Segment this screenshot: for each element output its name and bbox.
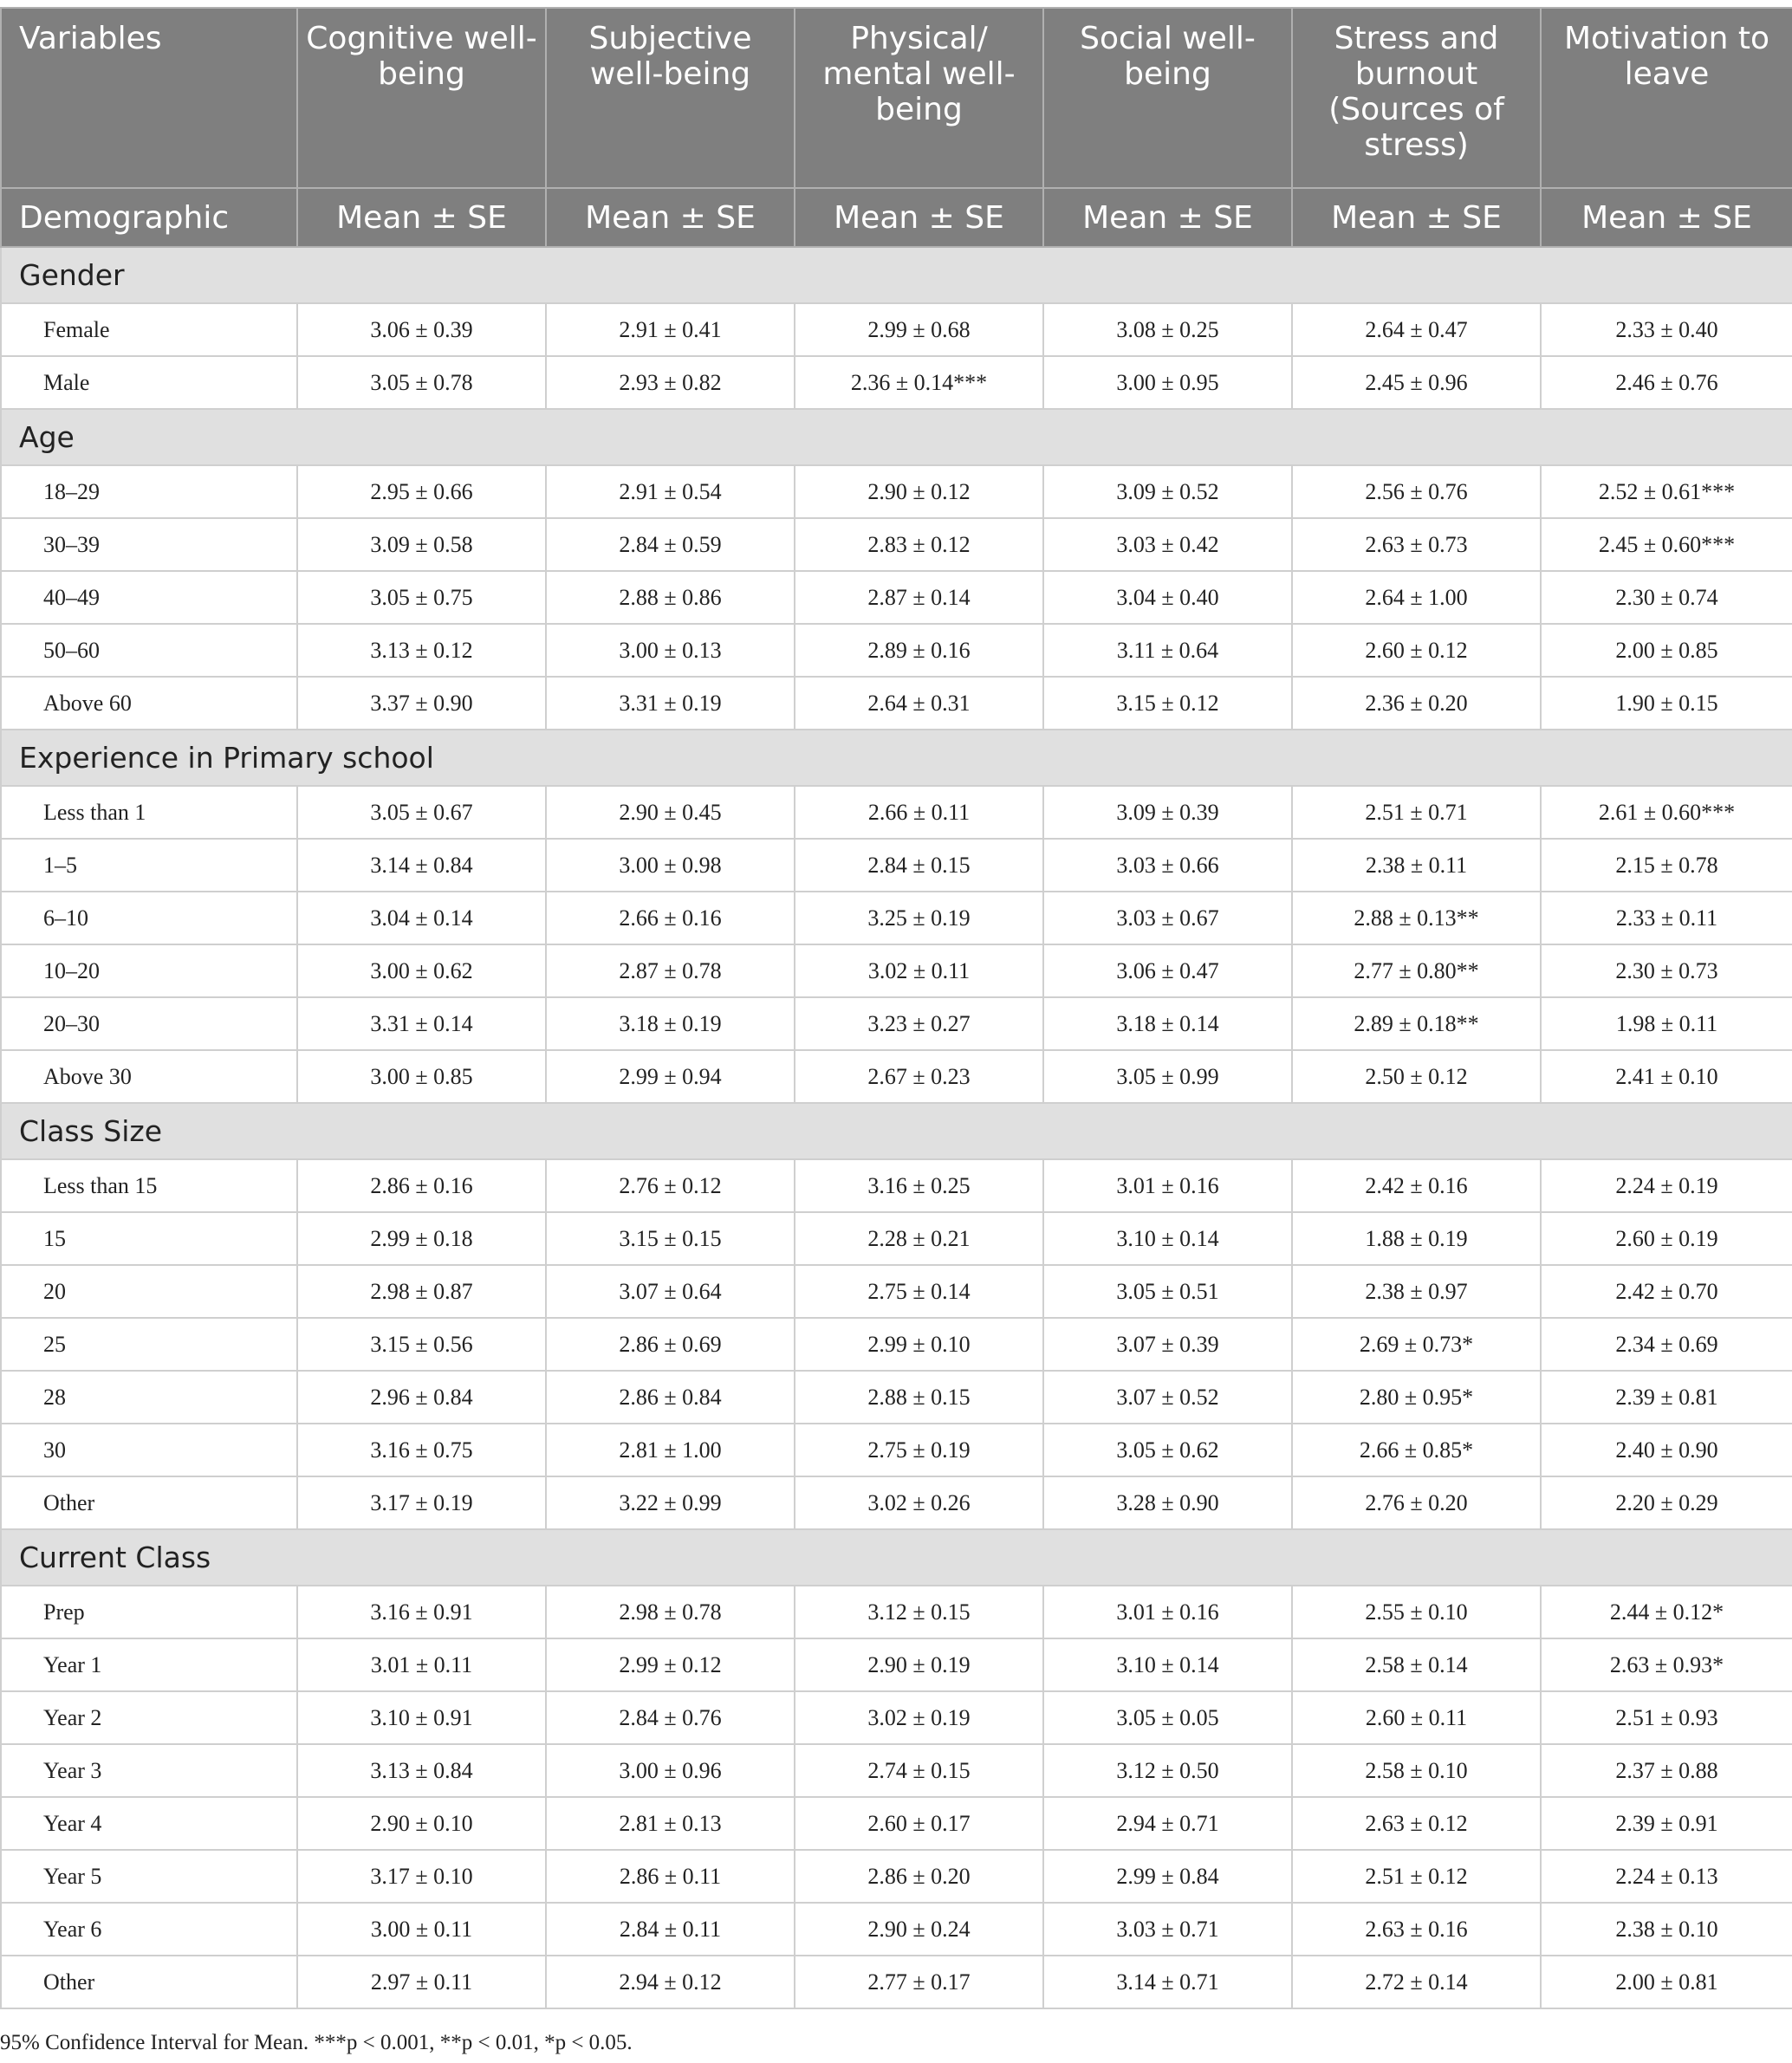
table-cell: 3.25 ± 0.19 [795, 892, 1043, 944]
table-cell: 2.90 ± 0.45 [546, 786, 795, 839]
table-cell: 3.05 ± 0.05 [1043, 1691, 1292, 1744]
row-label: 18–29 [1, 465, 297, 518]
row-label: 50–60 [1, 624, 297, 677]
table-cell: 2.51 ± 0.93 [1541, 1691, 1792, 1744]
table-cell: 3.10 ± 0.91 [297, 1691, 546, 1744]
table-cell: 2.76 ± 0.20 [1292, 1476, 1541, 1529]
table-cell: 2.64 ± 0.47 [1292, 303, 1541, 356]
table-row [1, 1638, 1792, 1691]
table-cell: 3.12 ± 0.15 [795, 1586, 1043, 1638]
table-cell: 3.08 ± 0.25 [1043, 303, 1292, 356]
table-cell: 2.24 ± 0.13 [1541, 1850, 1792, 1903]
table-cell: 2.39 ± 0.91 [1541, 1797, 1792, 1850]
table-cell: 3.11 ± 0.64 [1043, 624, 1292, 677]
table-cell: 3.06 ± 0.47 [1043, 944, 1292, 997]
table-cell: 3.13 ± 0.84 [297, 1744, 546, 1797]
table-row [1, 1956, 1792, 2008]
table-cell: 3.10 ± 0.14 [1043, 1638, 1292, 1691]
group-row [1, 730, 1792, 786]
table-cell: 2.91 ± 0.41 [546, 303, 795, 356]
stat-header: Mean ± SE [1043, 188, 1292, 247]
table-cell: 2.45 ± 0.96 [1292, 356, 1541, 409]
table-row [1, 465, 1792, 518]
table-cell: 2.63 ± 0.16 [1292, 1903, 1541, 1956]
table-cell: 2.15 ± 0.78 [1541, 839, 1792, 892]
table-cell: 3.09 ± 0.58 [297, 518, 546, 571]
table-cell: 2.24 ± 0.19 [1541, 1159, 1792, 1212]
table-cell: 2.60 ± 0.17 [795, 1797, 1043, 1850]
table-cell: 3.05 ± 0.51 [1043, 1265, 1292, 1318]
group-row [1, 1103, 1792, 1159]
table-cell: 2.56 ± 0.76 [1292, 465, 1541, 518]
table-cell: 3.16 ± 0.25 [795, 1159, 1043, 1212]
table-cell: 2.97 ± 0.11 [297, 1956, 546, 2008]
table-row [1, 997, 1792, 1050]
table-row [1, 1586, 1792, 1638]
table-cell: 2.90 ± 0.12 [795, 465, 1043, 518]
table-row [1, 303, 1792, 356]
group-row [1, 247, 1792, 303]
row-label: 30 [1, 1424, 297, 1476]
table-cell: 3.14 ± 0.71 [1043, 1956, 1292, 2008]
table-cell: 2.38 ± 0.10 [1541, 1903, 1792, 1956]
row-label: Year 6 [1, 1903, 297, 1956]
row-label: 40–49 [1, 571, 297, 624]
table-cell: 2.63 ± 0.93* [1541, 1638, 1792, 1691]
table-cell: 2.72 ± 0.14 [1292, 1956, 1541, 2008]
row-label: 6–10 [1, 892, 297, 944]
table-cell: 3.04 ± 0.40 [1043, 571, 1292, 624]
table-cell: 2.36 ± 0.14*** [795, 356, 1043, 409]
table-cell: 2.55 ± 0.10 [1292, 1586, 1541, 1638]
table-cell: 2.42 ± 0.70 [1541, 1265, 1792, 1318]
demographic-header: Demographic [1, 188, 297, 247]
table-cell: 2.77 ± 0.17 [795, 1956, 1043, 2008]
variables-header: Variables [1, 8, 297, 188]
table-cell: 2.45 ± 0.60*** [1541, 518, 1792, 571]
table-cell: 2.74 ± 0.15 [795, 1744, 1043, 1797]
table-cell: 2.84 ± 0.15 [795, 839, 1043, 892]
table-row [1, 1744, 1792, 1797]
group-row [1, 409, 1792, 465]
table-cell: 3.16 ± 0.91 [297, 1586, 546, 1638]
table-cell: 2.60 ± 0.12 [1292, 624, 1541, 677]
table-cell: 2.38 ± 0.97 [1292, 1265, 1541, 1318]
table-cell: 3.07 ± 0.39 [1043, 1318, 1292, 1371]
table-cell: 3.05 ± 0.62 [1043, 1424, 1292, 1476]
stat-header: Mean ± SE [1541, 188, 1792, 247]
table-cell: 2.00 ± 0.85 [1541, 624, 1792, 677]
table-cell: 3.07 ± 0.64 [546, 1265, 795, 1318]
table-cell: 2.98 ± 0.78 [546, 1586, 795, 1638]
table-cell: 3.02 ± 0.26 [795, 1476, 1043, 1529]
header-row-variables [1, 8, 1792, 188]
row-label: Year 5 [1, 1850, 297, 1903]
table-cell: 2.98 ± 0.87 [297, 1265, 546, 1318]
table-cell: 2.89 ± 0.18** [1292, 997, 1541, 1050]
table-row [1, 1797, 1792, 1850]
table-cell: 2.60 ± 0.19 [1541, 1212, 1792, 1265]
table-cell: 1.90 ± 0.15 [1541, 677, 1792, 730]
table-cell: 3.37 ± 0.90 [297, 677, 546, 730]
table-cell: 3.15 ± 0.15 [546, 1212, 795, 1265]
table-row [1, 1424, 1792, 1476]
table-row [1, 624, 1792, 677]
table-cell: 3.01 ± 0.16 [1043, 1586, 1292, 1638]
row-label: 28 [1, 1371, 297, 1424]
table-cell: 3.00 ± 0.85 [297, 1050, 546, 1103]
row-label: Year 4 [1, 1797, 297, 1850]
table-cell: 2.64 ± 0.31 [795, 677, 1043, 730]
table-cell: 2.38 ± 0.11 [1292, 839, 1541, 892]
table-row [1, 1212, 1792, 1265]
table-row [1, 1691, 1792, 1744]
table-cell: 2.93 ± 0.82 [546, 356, 795, 409]
table-row [1, 1265, 1792, 1318]
table-cell: 3.15 ± 0.12 [1043, 677, 1292, 730]
row-label: 20 [1, 1265, 297, 1318]
table-row [1, 1371, 1792, 1424]
stat-header: Mean ± SE [1292, 188, 1541, 247]
table-row [1, 571, 1792, 624]
header-row-demographic [1, 188, 1792, 247]
row-label: Other [1, 1476, 297, 1529]
table-cell: 3.09 ± 0.39 [1043, 786, 1292, 839]
table-cell: 3.03 ± 0.67 [1043, 892, 1292, 944]
table-cell: 2.91 ± 0.54 [546, 465, 795, 518]
table-cell: 2.67 ± 0.23 [795, 1050, 1043, 1103]
table-cell: 2.41 ± 0.10 [1541, 1050, 1792, 1103]
table-cell: 3.00 ± 0.95 [1043, 356, 1292, 409]
table-cell: 2.66 ± 0.11 [795, 786, 1043, 839]
table-cell: 2.90 ± 0.19 [795, 1638, 1043, 1691]
row-label: Prep [1, 1586, 297, 1638]
table-cell: 2.84 ± 0.59 [546, 518, 795, 571]
table-cell: 3.10 ± 0.14 [1043, 1212, 1292, 1265]
table-cell: 2.37 ± 0.88 [1541, 1744, 1792, 1797]
group-label: Current Class [1, 1529, 1792, 1586]
table-cell: 2.66 ± 0.85* [1292, 1424, 1541, 1476]
table-cell: 3.04 ± 0.14 [297, 892, 546, 944]
table-cell: 2.88 ± 0.13** [1292, 892, 1541, 944]
row-label: Year 1 [1, 1638, 297, 1691]
row-label: 15 [1, 1212, 297, 1265]
table-cell: 2.42 ± 0.16 [1292, 1159, 1541, 1212]
table-cell: 2.46 ± 0.76 [1541, 356, 1792, 409]
row-label: 10–20 [1, 944, 297, 997]
table-cell: 2.94 ± 0.12 [546, 1956, 795, 2008]
table-cell: 3.05 ± 0.99 [1043, 1050, 1292, 1103]
table-cell: 3.16 ± 0.75 [297, 1424, 546, 1476]
table-cell: 3.12 ± 0.50 [1043, 1744, 1292, 1797]
stat-header: Mean ± SE [795, 188, 1043, 247]
table-cell: 3.00 ± 0.96 [546, 1744, 795, 1797]
table-row [1, 1159, 1792, 1212]
table-cell: 2.75 ± 0.19 [795, 1424, 1043, 1476]
table-cell: 2.44 ± 0.12* [1541, 1586, 1792, 1638]
table-cell: 3.18 ± 0.19 [546, 997, 795, 1050]
row-label: Male [1, 356, 297, 409]
table-cell: 2.95 ± 0.66 [297, 465, 546, 518]
row-label: 25 [1, 1318, 297, 1371]
table-cell: 2.77 ± 0.80** [1292, 944, 1541, 997]
table-cell: 3.23 ± 0.27 [795, 997, 1043, 1050]
table-cell: 3.03 ± 0.71 [1043, 1903, 1292, 1956]
group-label: Experience in Primary school [1, 730, 1792, 786]
table-cell: 3.05 ± 0.75 [297, 571, 546, 624]
table-cell: 2.86 ± 0.16 [297, 1159, 546, 1212]
table-cell: 3.17 ± 0.10 [297, 1850, 546, 1903]
table-cell: 2.30 ± 0.73 [1541, 944, 1792, 997]
column-header: Motivation to leave [1541, 8, 1792, 188]
table-cell: 3.31 ± 0.14 [297, 997, 546, 1050]
table-row [1, 356, 1792, 409]
table-cell: 3.13 ± 0.12 [297, 624, 546, 677]
table-cell: 1.88 ± 0.19 [1292, 1212, 1541, 1265]
table-cell: 2.99 ± 0.84 [1043, 1850, 1292, 1903]
column-header: Subjective well-being [546, 8, 795, 188]
table-footnote: 95% Confidence Interval for Mean. ***p < 0.001, **p < 0.01, *p < 0.05. [0, 2031, 633, 2054]
row-label: Above 60 [1, 677, 297, 730]
row-label: Less than 15 [1, 1159, 297, 1212]
table-cell: 2.84 ± 0.11 [546, 1903, 795, 1956]
table-cell: 2.90 ± 0.10 [297, 1797, 546, 1850]
table-cell: 2.86 ± 0.84 [546, 1371, 795, 1424]
table-cell: 2.75 ± 0.14 [795, 1265, 1043, 1318]
table-cell: 2.51 ± 0.71 [1292, 786, 1541, 839]
table-cell: 3.05 ± 0.78 [297, 356, 546, 409]
row-label: 1–5 [1, 839, 297, 892]
table-cell: 2.61 ± 0.60*** [1541, 786, 1792, 839]
table-cell: 3.14 ± 0.84 [297, 839, 546, 892]
table-cell: 3.00 ± 0.98 [546, 839, 795, 892]
column-header: Stress and burnout (Sources of stress) [1292, 8, 1541, 188]
table-cell: 2.33 ± 0.11 [1541, 892, 1792, 944]
column-header: Physical/ mental well-being [795, 8, 1043, 188]
column-header: Social well-being [1043, 8, 1292, 188]
stat-header: Mean ± SE [297, 188, 546, 247]
table-cell: 3.28 ± 0.90 [1043, 1476, 1292, 1529]
table-cell: 2.63 ± 0.73 [1292, 518, 1541, 571]
table-cell: 3.18 ± 0.14 [1043, 997, 1292, 1050]
group-row [1, 1529, 1792, 1586]
table-cell: 2.64 ± 1.00 [1292, 571, 1541, 624]
table-cell: 3.07 ± 0.52 [1043, 1371, 1292, 1424]
table-cell: 3.02 ± 0.19 [795, 1691, 1043, 1744]
stat-header: Mean ± SE [546, 188, 795, 247]
group-label: Age [1, 409, 1792, 465]
table-cell: 2.87 ± 0.14 [795, 571, 1043, 624]
column-header: Cognitive well-being [297, 8, 546, 188]
row-label: Other [1, 1956, 297, 2008]
table-row [1, 1476, 1792, 1529]
table-cell: 3.22 ± 0.99 [546, 1476, 795, 1529]
group-label: Gender [1, 247, 1792, 303]
table-cell: 2.66 ± 0.16 [546, 892, 795, 944]
table-body [1, 247, 1792, 2008]
row-label: Year 3 [1, 1744, 297, 1797]
row-label: Female [1, 303, 297, 356]
table-cell: 2.99 ± 0.10 [795, 1318, 1043, 1371]
table-cell: 2.30 ± 0.74 [1541, 571, 1792, 624]
row-label: 20–30 [1, 997, 297, 1050]
table-cell: 2.88 ± 0.15 [795, 1371, 1043, 1424]
table-cell: 3.01 ± 0.16 [1043, 1159, 1292, 1212]
table-cell: 2.40 ± 0.90 [1541, 1424, 1792, 1476]
table-cell: 2.94 ± 0.71 [1043, 1797, 1292, 1850]
table-row [1, 677, 1792, 730]
table-cell: 3.15 ± 0.56 [297, 1318, 546, 1371]
row-label: Year 2 [1, 1691, 297, 1744]
table-row [1, 786, 1792, 839]
table-row [1, 518, 1792, 571]
table-cell: 3.02 ± 0.11 [795, 944, 1043, 997]
table-cell: 3.00 ± 0.62 [297, 944, 546, 997]
table-row [1, 1903, 1792, 1956]
row-label: Above 30 [1, 1050, 297, 1103]
table-cell: 2.86 ± 0.69 [546, 1318, 795, 1371]
table-cell: 3.17 ± 0.19 [297, 1476, 546, 1529]
table-cell: 2.58 ± 0.14 [1292, 1638, 1541, 1691]
table-cell: 2.20 ± 0.29 [1541, 1476, 1792, 1529]
table-cell: 2.99 ± 0.12 [546, 1638, 795, 1691]
table-cell: 3.06 ± 0.39 [297, 303, 546, 356]
table-cell: 2.34 ± 0.69 [1541, 1318, 1792, 1371]
table-cell: 2.99 ± 0.94 [546, 1050, 795, 1103]
table-cell: 2.69 ± 0.73* [1292, 1318, 1541, 1371]
table-cell: 2.33 ± 0.40 [1541, 303, 1792, 356]
table-cell: 2.60 ± 0.11 [1292, 1691, 1541, 1744]
table-cell: 2.90 ± 0.24 [795, 1903, 1043, 1956]
table-cell: 3.00 ± 0.11 [297, 1903, 546, 1956]
table-cell: 2.83 ± 0.12 [795, 518, 1043, 571]
table-row [1, 892, 1792, 944]
table-cell: 2.50 ± 0.12 [1292, 1050, 1541, 1103]
table-row [1, 1318, 1792, 1371]
table-cell: 3.31 ± 0.19 [546, 677, 795, 730]
table-row [1, 839, 1792, 892]
table-row [1, 1050, 1792, 1103]
table-cell: 2.87 ± 0.78 [546, 944, 795, 997]
table-cell: 2.81 ± 0.13 [546, 1797, 795, 1850]
group-label: Class Size [1, 1103, 1792, 1159]
table-cell: 2.81 ± 1.00 [546, 1424, 795, 1476]
table-cell: 3.09 ± 0.52 [1043, 465, 1292, 518]
table-cell: 2.89 ± 0.16 [795, 624, 1043, 677]
table-cell: 2.39 ± 0.81 [1541, 1371, 1792, 1424]
table-cell: 3.01 ± 0.11 [297, 1638, 546, 1691]
table-cell: 2.84 ± 0.76 [546, 1691, 795, 1744]
table-cell: 2.28 ± 0.21 [795, 1212, 1043, 1265]
table-row [1, 944, 1792, 997]
table-row [1, 1850, 1792, 1903]
table-cell: 1.98 ± 0.11 [1541, 997, 1792, 1050]
table-cell: 3.05 ± 0.67 [297, 786, 546, 839]
row-label: Less than 1 [1, 786, 297, 839]
table-cell: 2.88 ± 0.86 [546, 571, 795, 624]
table-cell: 3.03 ± 0.42 [1043, 518, 1292, 571]
table-cell: 2.00 ± 0.81 [1541, 1956, 1792, 2008]
table-cell: 2.63 ± 0.12 [1292, 1797, 1541, 1850]
table-cell: 2.86 ± 0.11 [546, 1850, 795, 1903]
table-cell: 2.52 ± 0.61*** [1541, 465, 1792, 518]
table-cell: 2.96 ± 0.84 [297, 1371, 546, 1424]
table-cell: 3.00 ± 0.13 [546, 624, 795, 677]
row-label: 30–39 [1, 518, 297, 571]
table-cell: 2.36 ± 0.20 [1292, 677, 1541, 730]
table-cell: 2.76 ± 0.12 [546, 1159, 795, 1212]
table-cell: 2.51 ± 0.12 [1292, 1850, 1541, 1903]
table-cell: 2.86 ± 0.20 [795, 1850, 1043, 1903]
results-table [0, 7, 1792, 2009]
table-cell: 2.99 ± 0.68 [795, 303, 1043, 356]
table-cell: 2.80 ± 0.95* [1292, 1371, 1541, 1424]
table-cell: 2.58 ± 0.10 [1292, 1744, 1541, 1797]
table-cell: 2.99 ± 0.18 [297, 1212, 546, 1265]
table-cell: 3.03 ± 0.66 [1043, 839, 1292, 892]
